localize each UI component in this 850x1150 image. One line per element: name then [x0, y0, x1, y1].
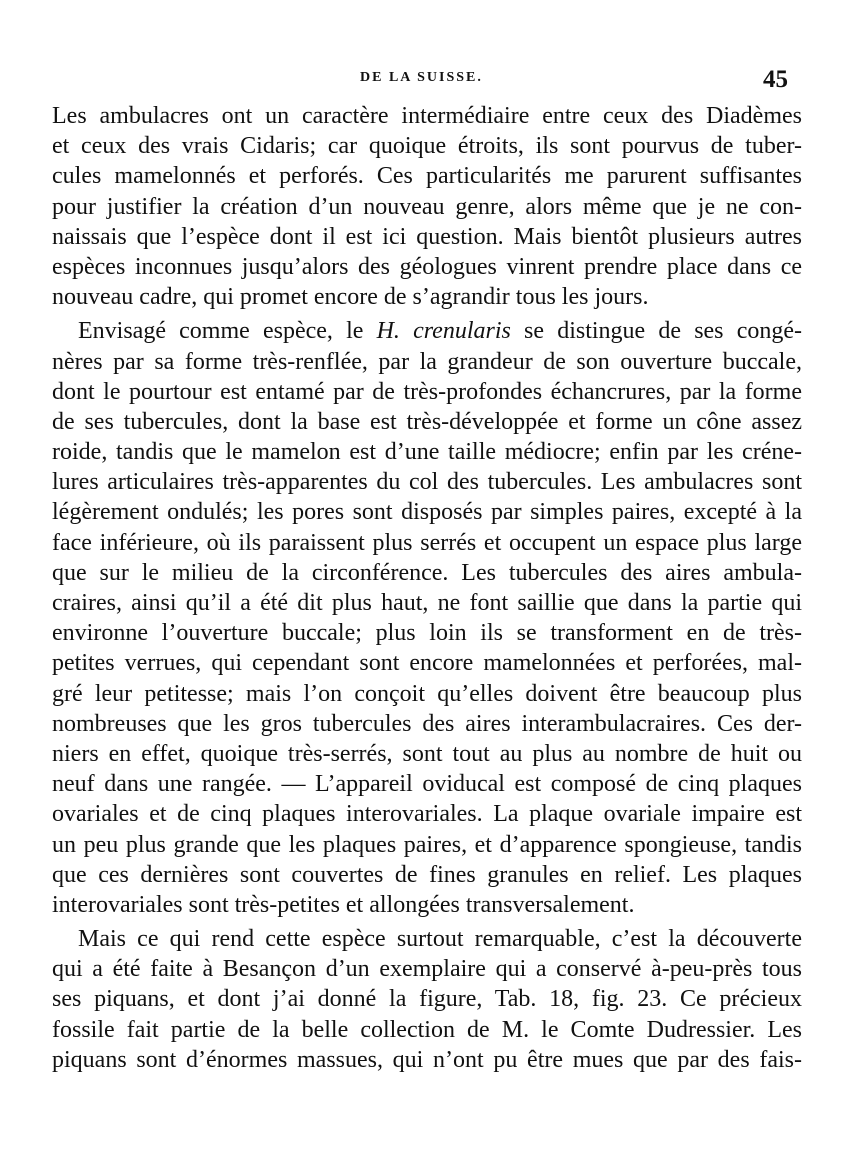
text-line: nouveau cadre, qui promet encore de s’agrandir tous les jours.: [52, 284, 649, 311]
text-line: un peu plus grande que les plaques paires, et d’apparence spongieuse, tandis: [52, 831, 802, 858]
text-line: piquans sont d’énormes massues, qui n’ont pu être mues que par des fais-: [52, 1046, 802, 1073]
page-number: 45: [763, 66, 788, 93]
text-line: interovariales sont très-petites et allongées transversalement.: [52, 891, 635, 918]
text-line: craires, ainsi qu’il a été dit plus haut, ne font saillie que dans la partie qui: [52, 590, 802, 616]
text-span: Envisagé comme espèce, le: [78, 318, 377, 345]
text-line: Mais ce qui rend cette espèce surtout remarquable, c’est la découverte: [78, 926, 802, 953]
text-line: ses piquans, et dont j’ai donné la figure, Tab. 18, fig. 23. Ce précieux: [52, 986, 802, 1013]
text-line: petites verrues, qui cependant sont encore mamelonnées et perforées, mal-: [52, 650, 802, 677]
text-line: et ceux des vrais Cidaris; car quoique étroits, ils sont pourvus de tuber-: [52, 133, 802, 160]
text-line: qui a été faite à Besançon d’un exemplaire qui a conservé à-peu-près tous: [52, 956, 802, 983]
text-line: espèces inconnues jusqu’alors des géologues vinrent prendre place dans ce: [52, 253, 802, 280]
paragraph-3: [52, 924, 802, 1075]
text-line: fossile fait partie de la belle collection de M. le Comte Dudressier. Les: [52, 1016, 802, 1043]
text-line: pour justifier la création d’un nouveau genre, alors même que je ne con-: [52, 193, 802, 220]
text-line: que ces dernières sont couvertes de fines granules en relief. Les plaques: [52, 861, 802, 888]
text-line: naissais que l’espèce dont il est ici question. Mais bientôt plusieurs autres: [52, 223, 802, 250]
text-line: Les ambulacres ont un caractère intermédiaire entre ceux des Diadèmes: [52, 103, 802, 129]
text-line: légèrement ondulés; les pores sont disposés par simples paires, excepté à la: [52, 499, 802, 526]
text-line: roide, tandis que le mamelon est d’une taille médiocre; enfin par les créne-: [52, 439, 802, 466]
species-name: H. crenularis: [376, 318, 511, 345]
text-line: dont le pourtour est entamé par de très-profondes échancrures, par la forme: [52, 378, 802, 405]
text-span: se distingue de ses congé-: [510, 318, 802, 345]
running-title: DE LA SUISSE.: [360, 70, 483, 85]
text-line: niers en effet, quoique très-serrés, sont tout au plus au nombre de huit ou: [52, 740, 802, 767]
text-line: environne l’ouverture buccale; plus loin ils se transforment en de très-: [52, 620, 802, 647]
text-line: gré leur petitesse; mais l’on conçoit qu’elles doivent être beaucoup plus: [52, 680, 802, 707]
text-line: que sur le milieu de la circonférence. Les tubercules des aires ambula-: [52, 559, 802, 586]
paragraph-2: [52, 316, 802, 920]
paragraph-1: [52, 101, 802, 312]
text-line: ovariales et de cinq plaques interovariales. La plaque ovariale impaire est: [52, 801, 802, 828]
text-line-first: [52, 316, 802, 346]
text-line: nères par sa forme très-renflée, par la grandeur de son ouverture buccale,: [52, 348, 802, 375]
text-line: face inférieure, où ils paraissent plus serrés et occupent un espace plus large: [52, 529, 802, 556]
text-line: cules mamelonnés et perforés. Ces particularités me parurent suffisantes: [52, 163, 802, 190]
text-line: nombreuses que les gros tubercules des aires interambulacraires. Ces der-: [52, 710, 802, 737]
body-text: [52, 101, 802, 1075]
text-line: de ses tubercules, dont la base est très-développée et forme un cône assez: [52, 408, 802, 435]
text-line: neuf dans une rangée. — L’appareil oviducal est composé de cinq plaques: [52, 771, 802, 798]
text-line: lures articulaires très-apparentes du col des tubercules. Les ambulacres sont: [52, 469, 802, 496]
